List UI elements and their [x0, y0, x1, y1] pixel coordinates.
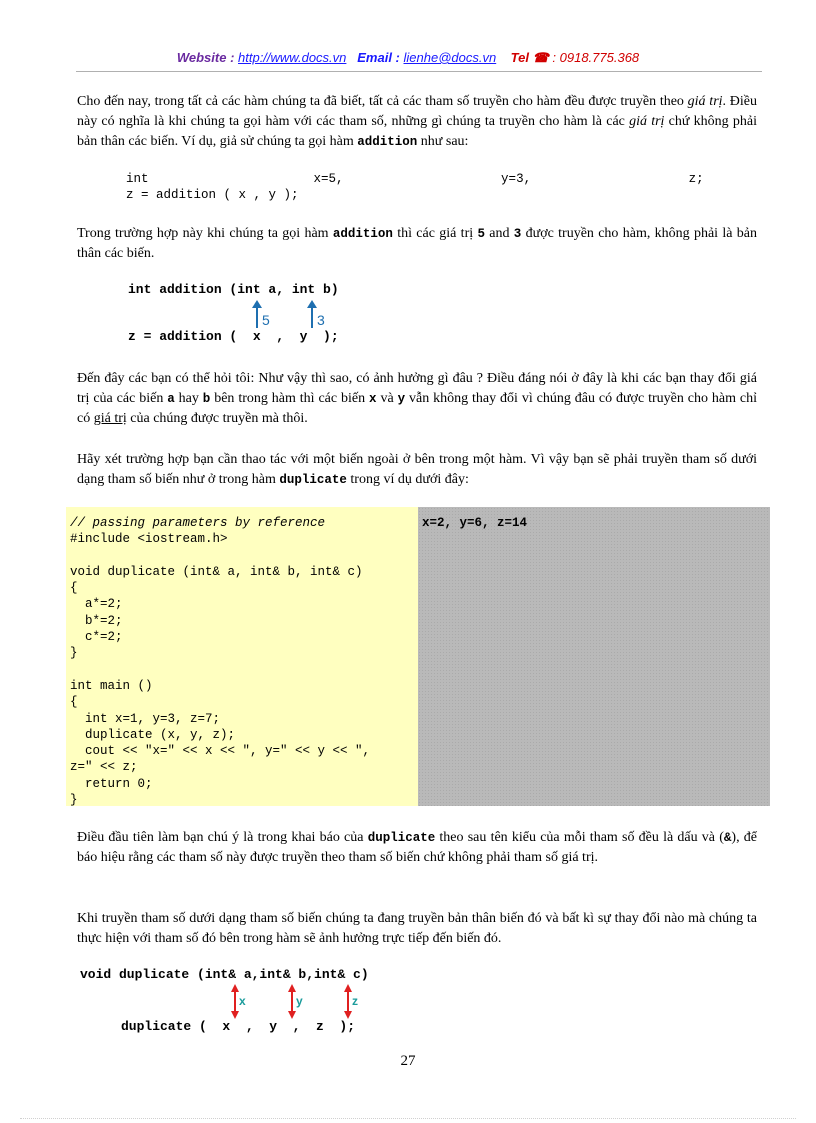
arrow-y-head-down: [288, 1011, 296, 1019]
p6-text: Khi truyền tham số dưới dạng tham số biến chúng ta đang truyền bản thân biến đó và bất kì sự thay đổi nào mà chúng ta thực hiện với tham số đó bên trong hàm sẽ ảnh hưởng trực tiếp đến biến đó.: [77, 911, 757, 946]
p3-code: a: [167, 392, 175, 406]
paragraph-5: [77, 828, 757, 868]
code-example: [66, 507, 418, 806]
p2-code: 5: [477, 227, 485, 241]
diagram1-call: z = addition ( x , y );: [128, 329, 339, 344]
p3-text: của chúng được truyền mà thôi.: [126, 411, 308, 426]
p3-text: bên trong hàm thì các biến: [210, 391, 370, 406]
p3-text: và: [376, 391, 398, 406]
page-header: [0, 50, 816, 66]
p4-code: duplicate: [279, 473, 347, 487]
website-label: Website :: [176, 50, 239, 65]
p1-text: như sau:: [417, 134, 469, 149]
p3-code: x: [369, 392, 377, 406]
snippet-line: int x=5, y=3, z;: [126, 172, 704, 186]
p1-code: addition: [357, 135, 418, 149]
diagram2-label-y: y: [296, 994, 303, 1008]
p2-text: được truyền cho hàm, không phải là bản thân các biến.: [77, 226, 758, 261]
paragraph-3: [77, 369, 757, 429]
diagram1-signature: int addition (int a, int b): [128, 282, 339, 297]
p5-code: &: [723, 831, 732, 845]
code-body: #include <iostream.h> void duplicate (int& a, int& b, int& c) { a*=2; b*=2; c*=2; } int main () { int x=1, y=3, z=7; duplicate (x, y, z); cout << "x=" << x << ", y=" << y << ", z=" << z; return 0; }: [70, 532, 371, 808]
p1-text: . Điều này có nghĩa là khi chúng ta gọi hàm với các tham số, những gì chúng ta truyền cho hàm là các: [77, 94, 757, 129]
program-output: [418, 507, 770, 806]
p3-code: y: [397, 392, 406, 406]
website-link[interactable]: http://www.docs.vn: [238, 50, 347, 65]
paragraph-6: [77, 909, 757, 949]
phone-icon: ☎: [532, 50, 549, 65]
arrow-x-head-up: [231, 984, 239, 992]
p3-text: hay: [174, 391, 203, 406]
paragraph-2: [77, 224, 757, 264]
tel-number: : 0918.775.368: [548, 50, 640, 65]
page-number: 27: [400, 1053, 416, 1069]
email-label: Email: [357, 50, 392, 65]
p5-text: theo sau tên kiểu của mỗi tham số đều là dấu và (: [435, 830, 724, 845]
arrow-z-head-up: [344, 984, 352, 992]
tel-label: Tel: [510, 50, 529, 65]
arrow-z-head-down: [344, 1011, 352, 1019]
p1-italic: giá trị: [687, 94, 723, 109]
paragraph-4: [77, 450, 757, 490]
p1-text: Cho đến nay, trong tất cả các hàm chúng ta đã biết, tất cả các tham số truyền cho hàm đều được truyền theo: [77, 94, 688, 109]
arrow-a-head: [252, 300, 262, 308]
snippet-line: z = addition ( x , y );: [126, 188, 299, 202]
diagram2-call: duplicate ( x , y , z );: [121, 1019, 356, 1034]
code-comment: // passing parameters by reference: [70, 516, 326, 530]
p2-code: addition: [332, 227, 393, 241]
p5-text: ), để báo hiệu rằng các tham số này được truyền theo tham số biến chứ không phải tham số giá trị.: [77, 830, 757, 865]
email-link[interactable]: lienhe@docs.vn: [403, 50, 497, 65]
page-bottom-border: [20, 1118, 796, 1119]
p2-text: Trong trường hợp này khi chúng ta gọi hàm: [77, 226, 333, 241]
arrow-y-head-up: [288, 984, 296, 992]
p1-text: chứ không phải bản thân các biến. Ví dụ, giả sử chúng ta gọi hàm: [77, 114, 757, 149]
diagram2-label-x: x: [239, 994, 246, 1008]
p3-code: b: [202, 392, 211, 406]
arrow-b-head: [307, 300, 317, 308]
p2-text: thì các giá trị: [392, 226, 478, 241]
p1-italic: giá trị: [629, 114, 665, 129]
code-snippet-1: [126, 171, 704, 203]
p4-text: trong ví dụ dưới đây:: [346, 472, 469, 487]
paragraph-1: [77, 92, 757, 152]
email-sep: :: [391, 50, 404, 65]
diagram2-signature: void duplicate (int& a,int& b,int& c): [80, 967, 369, 982]
p4-text: Hãy xét trường hợp bạn cần thao tác với một biến ngoài ở bên trong một hàm. Vì vậy bạn sẽ phải truyền tham số dưới dạng tham số biến như ở trong hàm: [77, 452, 757, 487]
diagram1-value-b: 3: [317, 312, 325, 328]
diagram2-arrows: [225, 984, 365, 1020]
p3-text: Đến đây các bạn có thể hỏi tôi: Như vậy thì sao, có ảnh hưởng gì đâu ? Điều đáng nói ở đây là khi các bạn thay đổi giá trị của các biến: [77, 371, 757, 406]
p5-text: Điều đầu tiên làm bạn chú ý là trong khai báo của: [77, 830, 368, 845]
p3-underline: giá trị: [93, 411, 127, 426]
p2-code: 3: [513, 227, 522, 241]
diagram2-label-z: z: [352, 994, 358, 1008]
header-divider: [76, 71, 762, 72]
p5-code: duplicate: [367, 831, 436, 845]
output-text: x=2, y=6, z=14: [422, 516, 528, 530]
p2-text: and: [484, 226, 514, 241]
p3-text: vẫn không thay đổi vì chúng đâu có được truyền cho hàm chỉ có: [77, 391, 757, 426]
diagram1-value-a: 5: [262, 312, 270, 328]
diagram1-arrows: [240, 300, 340, 330]
arrow-x-head-down: [231, 1011, 239, 1019]
